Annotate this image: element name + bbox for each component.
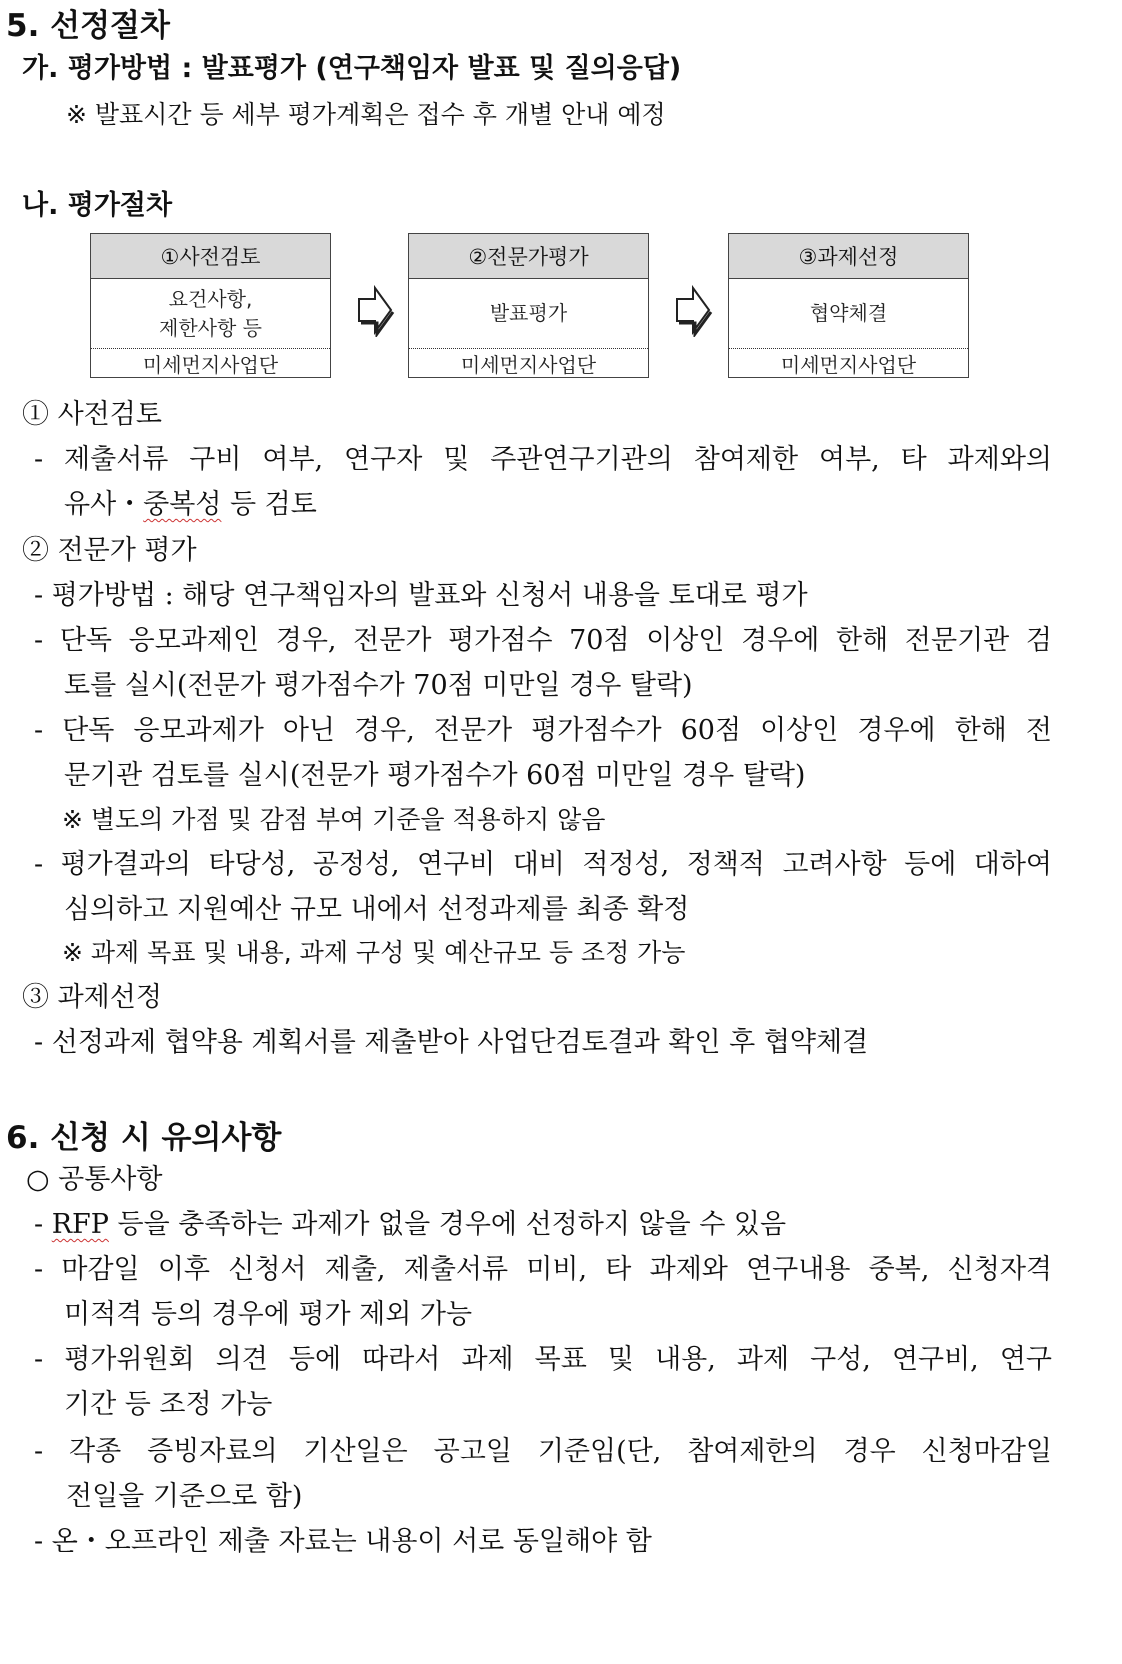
flow-step-header: ①사전검토 (91, 234, 330, 279)
flow-step-expert-evaluation (408, 233, 649, 378)
step-1-line-2 (64, 482, 317, 521)
flow-step-selection (728, 233, 969, 378)
subsection-a-title: 가. 평가방법 : 발표평가 (연구책임자 발표 및 질의응답) (22, 53, 682, 84)
notice-item-4-line-2: 전일을 기준으로 함) (66, 1481, 303, 1512)
flow-step-body-line: 협약체결 (809, 301, 888, 325)
step-2-note-1: ※ 별도의 가점 및 감점 부여 기준을 적용하지 않음 (62, 805, 606, 834)
step-2-title: ② 전문가 평가 (22, 535, 197, 566)
flow-step-body-line: 제한사항 등 (159, 315, 262, 340)
flow-step-footer: 미세먼지사업단 (460, 352, 597, 377)
step-2-line-5: 문기관 검토를 실시(전문가 평가점수가 60점 미만일 경우 탈락) (64, 760, 806, 791)
step-2-note-2: ※ 과제 목표 및 내용, 과제 구성 및 예산규모 등 조정 가능 (62, 938, 686, 967)
spellcheck-marked-word: 중복성 (143, 489, 222, 520)
notice-item-4-line-1: - 각종 증빙자료의 기산일은 공고일 기준임(단, 참여제한의 경우 신청마감일 (34, 1436, 1052, 1467)
step-2-line-6: - 평가결과의 타당성, 공정성, 연구비 대비 적정성, 정책적 고려사항 등에 대하여 (34, 849, 1052, 880)
step-1-title: ① 사전검토 (22, 399, 162, 430)
notice-item-5: - 온・오프라인 제출 자료는 내용이 서로 동일해야 함 (34, 1526, 652, 1557)
notice-item-1 (34, 1202, 786, 1241)
subsection-b-title: 나. 평가절차 (22, 190, 173, 221)
flow-arrow-icon (355, 283, 395, 337)
notice-item-2-line-2: 미적격 등의 경우에 평가 제외 가능 (64, 1299, 473, 1330)
flow-step-body (91, 279, 330, 349)
step-2-line-7: 심의하고 지원예산 규모 내에서 선정과제를 최종 확정 (64, 894, 690, 925)
section-5-title: 5. 선정절차 (6, 8, 170, 44)
flow-step-footer: 미세먼지사업단 (142, 352, 279, 377)
text-run: 유사・ (64, 489, 144, 520)
flow-step-body (409, 279, 648, 349)
spellcheck-marked-word: RFP (51, 1209, 109, 1240)
flow-step-body-line: 발표평가 (489, 301, 568, 325)
flow-step-pre-review (90, 233, 331, 378)
step-1-line-1: - 제출서류 구비 여부, 연구자 및 주관연구기관의 참여제한 여부, 타 과제와의 (34, 444, 1052, 475)
flow-step-header: ②전문가평가 (409, 234, 648, 279)
section-6-title: 6. 신청 시 유의사항 (6, 1120, 282, 1156)
notice-item-2-line-1: - 마감일 이후 신청서 제출, 제출서류 미비, 타 과제와 연구내용 중복, 신청자격 (34, 1254, 1052, 1285)
flow-step-body-line: 요건사항, (168, 286, 253, 311)
subsection-a-note: ※ 발표시간 등 세부 평가계획은 접수 후 개별 안내 예정 (66, 100, 666, 129)
step-3-line-1: - 선정과제 협약용 계획서를 제출받아 사업단검토결과 확인 후 협약체결 (34, 1027, 869, 1058)
flow-step-header: ③과제선정 (729, 234, 968, 279)
flow-step-body (729, 279, 968, 349)
common-items-title: ○ 공통사항 (26, 1164, 163, 1195)
step-2-line-1: - 평가방법 : 해당 연구책임자의 발표와 신청서 내용을 토대로 평가 (34, 580, 808, 611)
notice-item-3-line-1: - 평가위원회 의견 등에 따라서 과제 목표 및 내용, 과제 구성, 연구비, 연구 (34, 1344, 1052, 1375)
notice-item-3-line-2: 기간 등 조정 가능 (64, 1389, 273, 1420)
text-run: 등을 충족하는 과제가 없을 경우에 선정하지 않을 수 있음 (108, 1209, 787, 1240)
step-2-line-3: 토를 실시(전문가 평가점수가 70점 미만일 경우 탈락) (64, 670, 693, 701)
step-3-title: ③ 과제선정 (22, 982, 162, 1013)
step-2-line-4: - 단독 응모과제가 아닌 경우, 전문가 평가점수가 60점 이상인 경우에 한해 전 (34, 715, 1052, 746)
text-run: - (34, 1209, 52, 1240)
text-run: 등 검토 (221, 489, 317, 520)
step-2-line-2: - 단독 응모과제인 경우, 전문가 평가점수 70점 이상인 경우에 한해 전문기관 검 (34, 625, 1052, 656)
flow-arrow-icon (673, 283, 713, 337)
flow-step-footer: 미세먼지사업단 (780, 352, 917, 377)
